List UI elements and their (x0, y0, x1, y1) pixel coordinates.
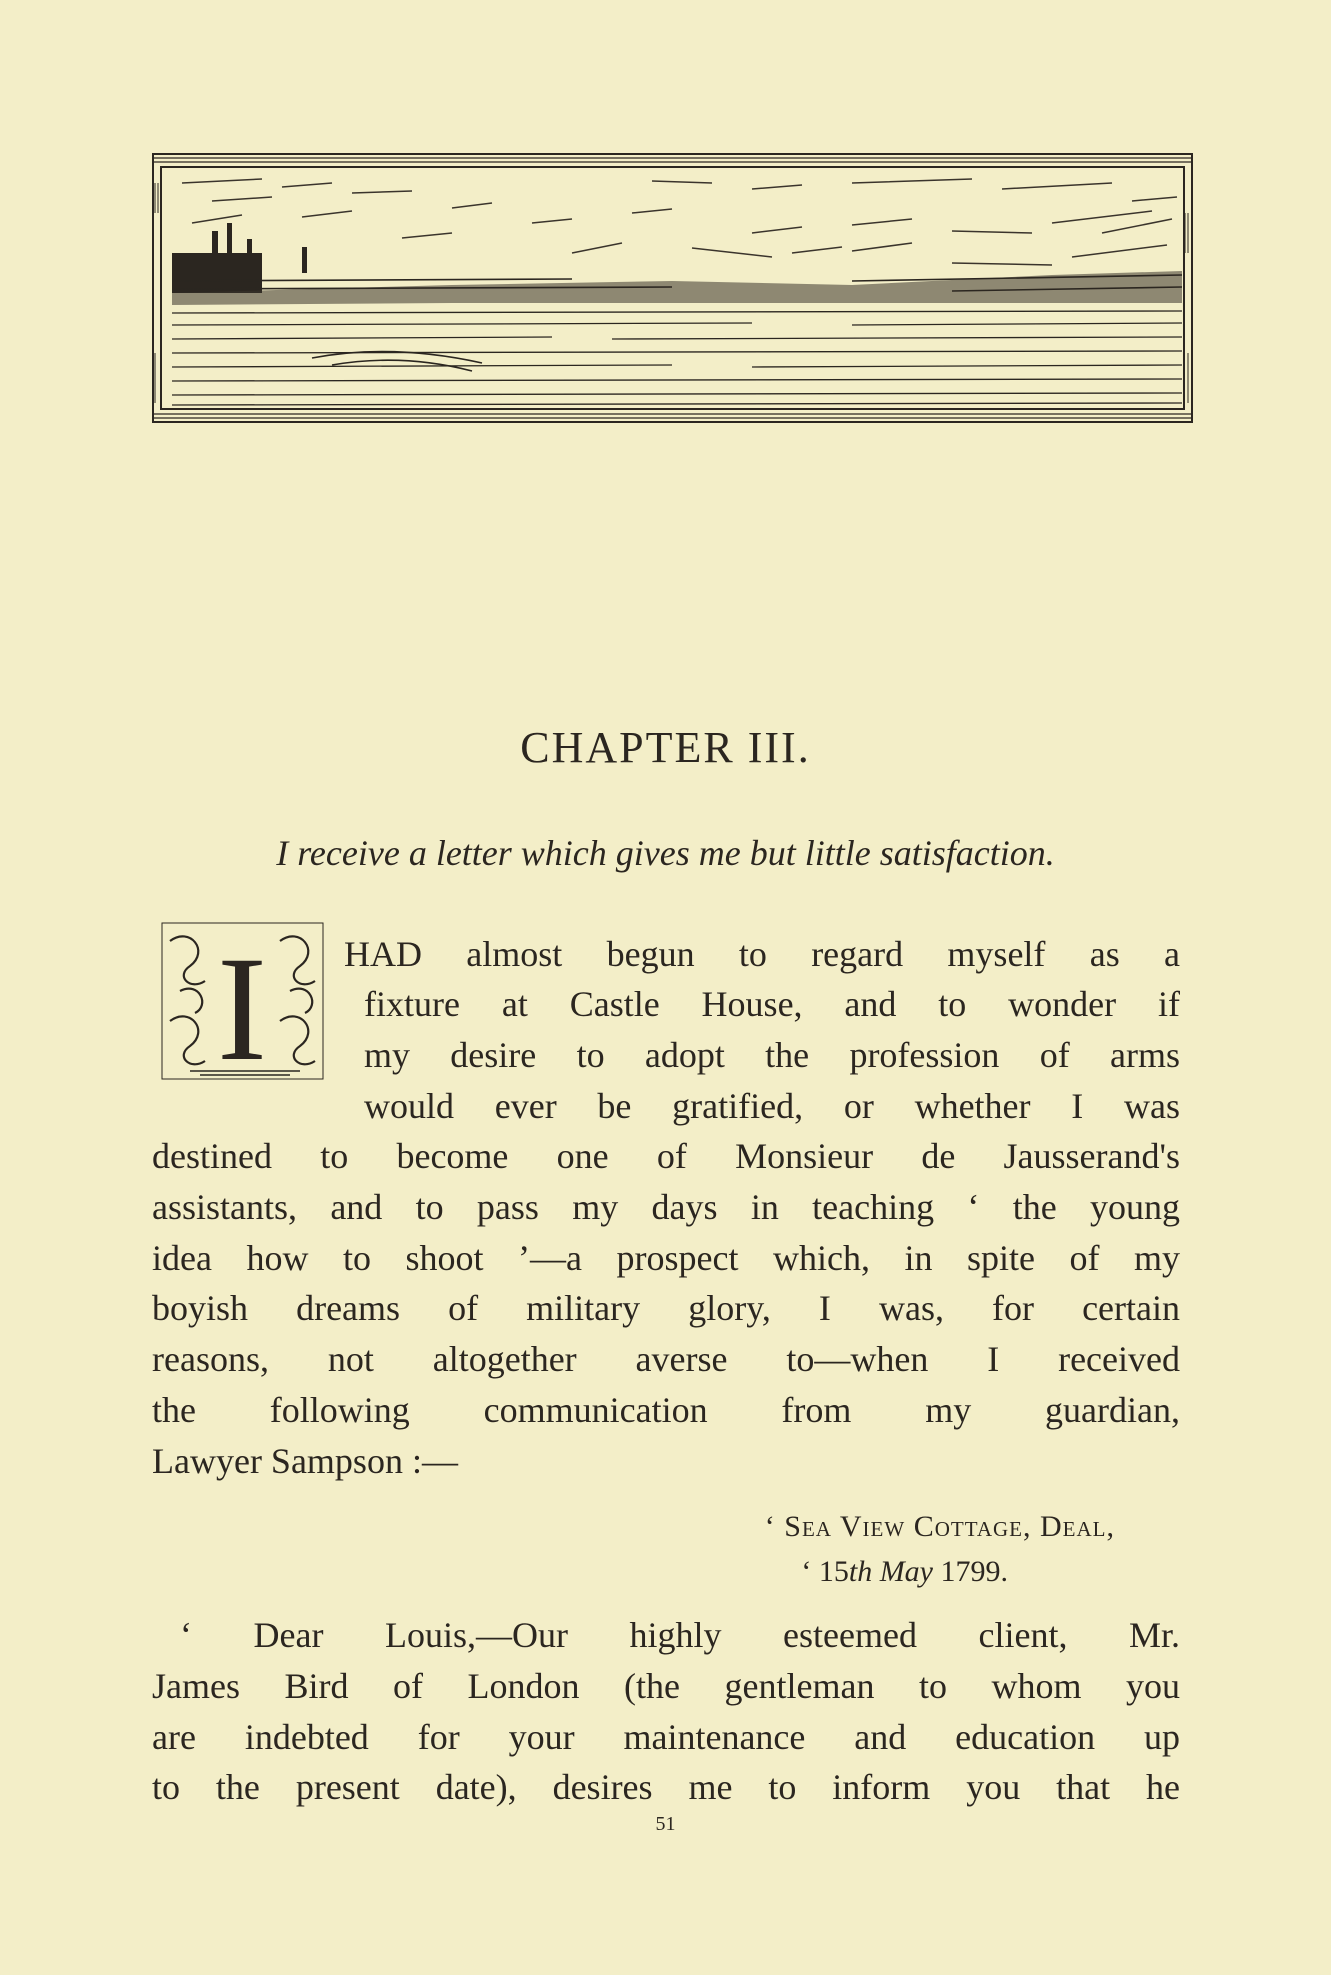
body-line: my desire to adopt the profession of arms (364, 1035, 1180, 1075)
letter-line: ‘ Dear Louis,—Our highly esteemed client, Mr. (180, 1615, 1180, 1655)
body-line: would ever be gratified, or whether I was (364, 1086, 1180, 1126)
body-line: the following communication from my guardian, (152, 1390, 1180, 1430)
seascape-headpiece-engraving (152, 153, 1193, 423)
letter-line: to the present date), desires me to inform you that he (152, 1767, 1180, 1807)
body-line: Lawyer Sampson :— (152, 1441, 458, 1481)
body-line: assistants, and to pass my days in teaching ‘ the young (152, 1187, 1180, 1227)
body-line: destined to become one of Monsieur de Jausserand's (152, 1136, 1180, 1176)
drop-cap-letter: I (217, 926, 267, 1081)
letter-line: are indebted for your maintenance and education up (152, 1717, 1180, 1757)
body-line: fixture at Castle House, and to wonder if (364, 984, 1180, 1024)
ornamental-drop-cap (160, 921, 325, 1081)
letter-date-day: ‘ 15 (801, 1555, 849, 1588)
chapter-title: CHAPTER III. (520, 723, 811, 772)
body-line: idea how to shoot ’—a prospect which, in spite of my (152, 1238, 1180, 1278)
letter-date-year: 1799. (933, 1555, 1008, 1588)
letter-date (0, 1550, 1008, 1594)
body-line: reasons, not altogether averse to—when I received (152, 1339, 1180, 1379)
letter-date-month: th May (848, 1555, 933, 1588)
page-number: 51 (655, 1813, 676, 1835)
chapter-subtitle: I receive a letter which gives me but little satisfaction. (276, 833, 1055, 873)
body-line: boyish dreams of military glory, I was, for certain (152, 1288, 1180, 1328)
body-line: HAD almost begun to regard myself as a (344, 934, 1180, 974)
letter-address: ‘ Sea View Cottage, Deal, (764, 1510, 1115, 1543)
letter-line: James Bird of London (the gentleman to whom you (152, 1666, 1180, 1706)
